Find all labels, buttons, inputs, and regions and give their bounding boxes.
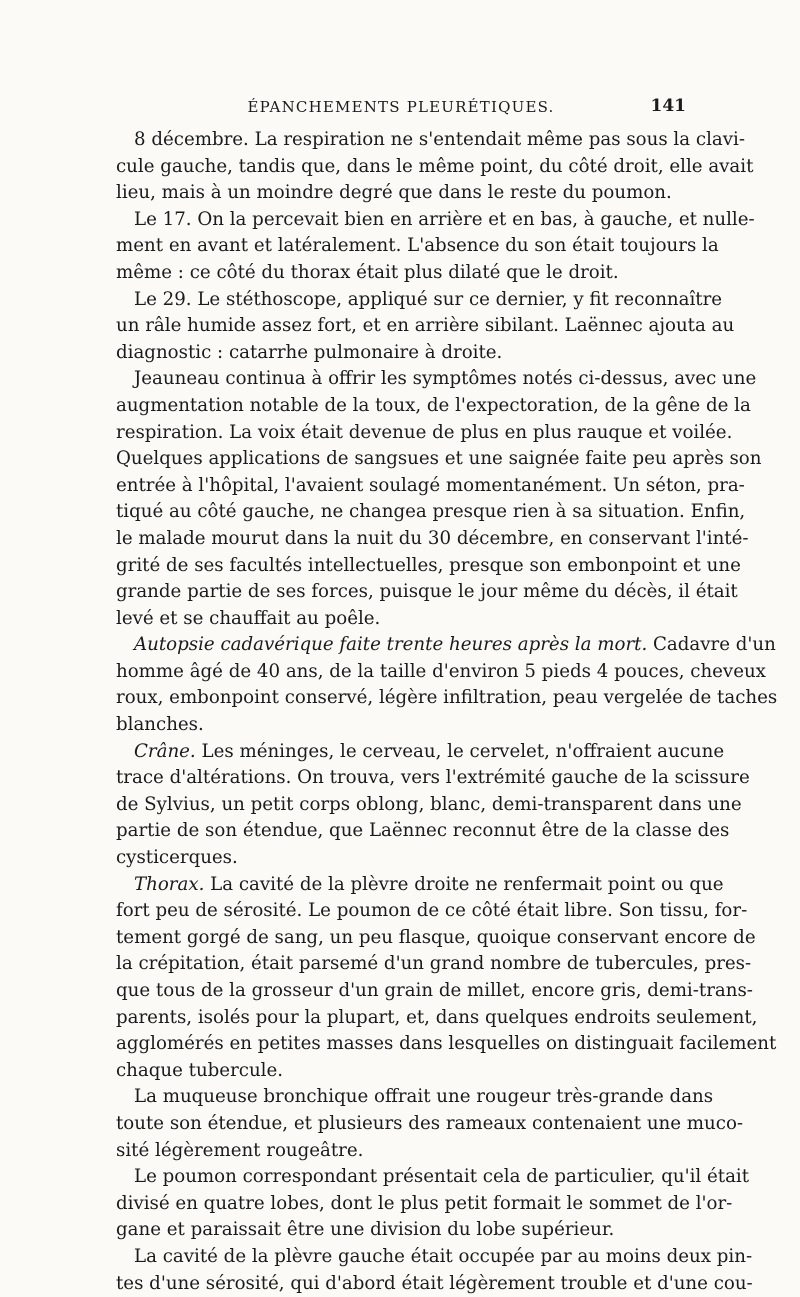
italic-run: Autopsie cadavérique faite trente heures après la mort. [134,634,648,656]
text-line: un râle humide assez fort, et en arrière sibilant. Laënnec ajouta au [116,315,735,337]
running-header [116,96,686,120]
text-line: agglomérés en petites masses dans lesquelles on distinguait facilement [116,1033,777,1055]
text-line [116,739,725,766]
text-line: fort peu de sérosité. Le poumon de ce côté était libre. Son tissu, for- [116,900,748,922]
text-line: tiqué au côté gauche, ne changea presque rien à sa situation. Enfin, [116,501,746,523]
text-line: tement gorgé de sang, un peu flasque, quoique conservant encore de [116,926,756,948]
text-line: que tous de la grosseur d'un grain de millet, encore gris, demi-trans- [116,980,753,1001]
text-line: homme âgé de 40 ans, de la taille d'environ 5 pieds 4 pouces, cheveux [116,660,766,682]
text-line: cule gauche, tandis que, dans le même point, du côté droit, elle avait [116,155,754,177]
italic-run: Crâne. [134,740,196,762]
running-title: ÉPANCHEMENTS PLEURÉTIQUES. [247,98,555,116]
line-rest: Cadavre d'un [647,634,776,656]
text-line: entrée à l'hôpital, l'avaient soulagé momentanément. Un séton, pra- [116,474,745,496]
text-line: le malade mourut dans la nuit du 30 décembre, en conservant l'inté- [116,527,749,549]
text-line: cysticerques. [116,847,238,869]
text-line: même : ce côté du thorax était plus dilaté que le droit. [116,261,619,283]
text-line: Quelques applications de sangsues et une saignée faite peu après son [116,448,762,470]
text-line: Jeauneau continua à offrir les symptômes notés ci-dessus, avec une [134,368,757,390]
text-line: 8 décembre. La respiration ne s'entendait même pas sous la clavi- [134,129,745,150]
text-line: ment en avant et latéralement. L'absence du son était toujours la [116,235,719,257]
text-line [116,632,776,659]
text-line: Le 17. On la percevait bien en arrière et en bas, à gauche, et nulle- [134,208,755,230]
text-line: La cavité de la plèvre gauche était occupée par au moins deux pin- [134,1245,753,1267]
text-line: la crépitation, était parsemé d'un grand nombre de tubercules, pres- [116,953,752,975]
body-text [116,127,778,1297]
text-line: Le poumon correspondant présentait cela de particulier, qu'il était [134,1166,750,1188]
text-line: respiration. La voix était devenue de plus en plus rauque et voilée. [116,421,733,443]
text-line: Le 29. Le stéthoscope, appliqué sur ce dernier, y fit reconnaître [134,288,723,310]
text-line: diagnostic : catarrhe pulmonaire à droite. [116,341,503,363]
text-line: grité de ses facultés intellectuelles, presque son embonpoint et une [116,554,741,576]
text-line: gane et paraissait être une division du lobe supérieur. [116,1219,615,1241]
page-number: 141 [650,96,686,116]
text-line: grande partie de ses forces, puisque le jour même du décès, il était [116,581,738,603]
text-line: chaque tubercule. [116,1059,284,1081]
line-rest: Les méninges, le cerveau, le cervelet, n'offraient aucune [195,740,725,762]
text-line: de Sylvius, un petit corps oblong, blanc, demi-transparent dans une [116,793,742,815]
line-rest: La cavité de la plèvre droite ne renfermait point ou que [204,873,724,895]
text-line: trace d'altérations. On trouva, vers l'extrémité gauche de la scissure [116,767,750,789]
text-line: partie de son étendue, que Laënnec reconnut être de la classe des [116,820,730,842]
text-line: roux, embonpoint conservé, légère infiltration, peau vergelée de taches [116,687,778,709]
text-line: toute son étendue, et plusieurs des rameaux contenaient une muco- [116,1112,744,1134]
text-line: augmentation notable de la toux, de l'expectoration, de la gêne de la [116,394,751,416]
text-line: divisé en quatre lobes, dont le plus petit formait le sommet de l'or- [116,1192,733,1214]
italic-run: Thorax. [134,873,205,895]
text-line [116,872,724,899]
text-line: La muqueuse bronchique offrait une rougeur très-grande dans [134,1086,714,1108]
text-line: parents, isolés pour la plupart, et, dans quelques endroits seulement, [116,1006,758,1028]
text-line: tes d'une sérosité, qui d'abord était légèrement trouble et d'une cou- [116,1272,753,1294]
text-line: lieu, mais à un moindre degré que dans le reste du poumon. [116,182,672,204]
text-line: levé et se chauffait au poêle. [116,607,381,629]
text-line: sité légèrement rougeâtre. [116,1139,364,1161]
text-line: blanches. [116,714,204,736]
